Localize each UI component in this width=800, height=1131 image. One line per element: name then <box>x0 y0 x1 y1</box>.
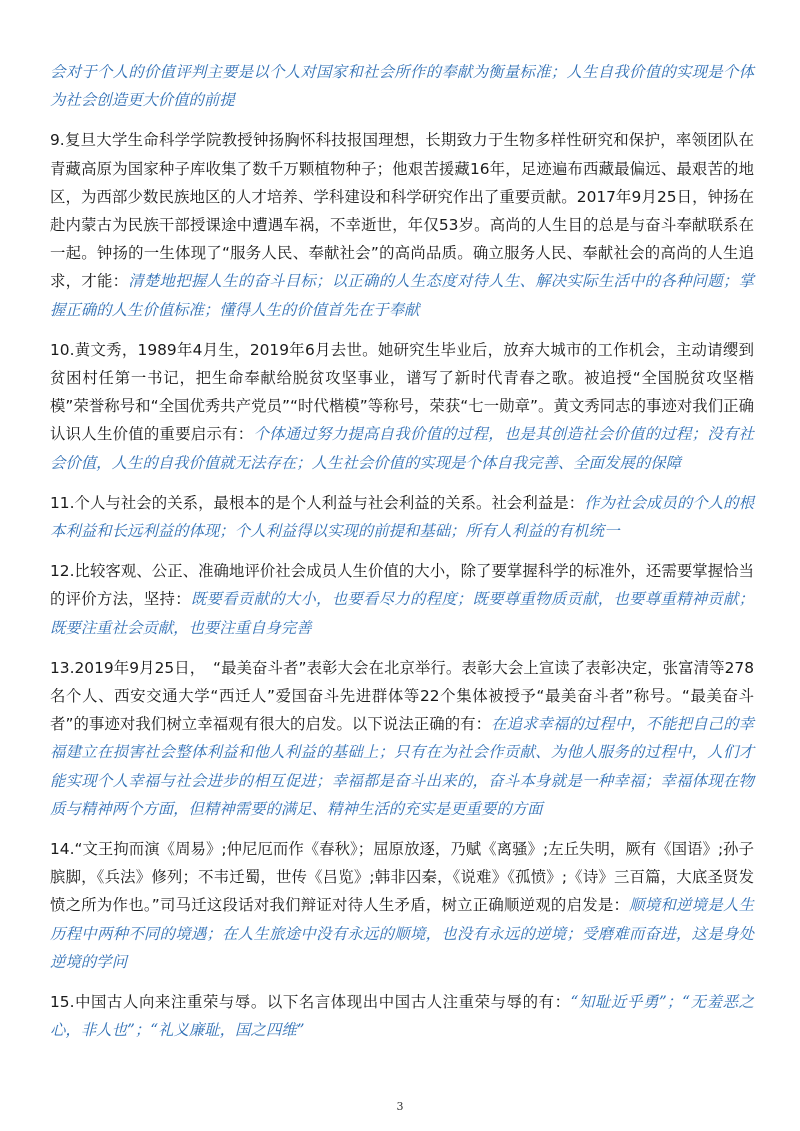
question-stem: “文王拘而演《周易》;仲尼厄而作《春秋》；屈原放逐，乃赋《离骚》;左丘失明，厥有《国语》;孙子膑脚，《兵法》修列；不韦迁蜀，世传《吕览》;韩非囚秦，《说难》《孤愤》;《诗》三百篇，大底圣贤发愤之所为作也。”司马迁这段话对我们辩证对待人生矛盾，树立正确顺逆观的启发是： <box>50 840 754 915</box>
question-stem: 中国古人向来注重荣与辱。以下名言体现出中国古人注重荣与辱的有： <box>74 993 571 1012</box>
question-number: 15. <box>50 993 75 1012</box>
question-15 <box>50 988 754 1044</box>
question-stem: 黄文秀，1989年4月生，2019年6月去世。她研究生毕业后，放弃大城市的工作机会，主动请缨到贫困村任第一书记，把生命奉献给脱贫攻坚事业，谱写了新时代青春之歌。被追授“全国脱贫攻坚楷模”荣誉称号和“全国优秀共产党员”“时代楷模”等称号，荣获“七一勋章”。黄文秀同志的事迹对我们正确认识人生价值的重要启示有： <box>50 340 754 444</box>
question-number: 12. <box>50 562 75 581</box>
question-number: 13. <box>50 658 75 677</box>
answer-text: 人生自我价值的实现是个体为社会创造更大价值的前提 <box>50 63 754 110</box>
question-9 <box>50 126 754 323</box>
answer-text: 既要看贡献的大小，也要看尽力的程度；既要尊重物质贡献，也要尊重精神贡献；既要注重社会贡献，也要注重自身完善 <box>50 590 754 637</box>
question-stem: 2019年9月25日， “最美奋斗者”表彰大会在北京举行。表彰大会上宣读了表彰决定，张富清等278名个人、西安交通大学“西迁人”爱国奋斗先进群体等22个集体被授予“最美奋斗者”称号。“最美奋斗者”的事迹对我们树立幸福观有很大的启发。以下说法正确的有： <box>50 658 754 734</box>
question-13 <box>50 654 754 823</box>
document-page <box>50 58 754 1057</box>
answer-separator: ； <box>550 63 567 81</box>
question-14 <box>50 835 754 976</box>
question-number: 9. <box>50 131 65 150</box>
question-number: 10. <box>50 340 75 359</box>
question-stem: 复旦大学生命科学学院教授钟扬胸怀科技报国理想，长期致力于生物多样性研究和保护，率领团队在青藏高原为国家种子库收集了数千万颗植物种子；他艰苦援藏16年，足迹遍布西藏最偏远、最艰苦的地区，为西部少数民族地区的人才培养、学科建设和科学研究作出了重要贡献。2017年9月25日，钟扬在赴内蒙古为民族干部授课途中遭遇车祸，不幸逝世，年仅53岁。高尚的人生目的总是与奋斗奉献联系在一起。钟扬的一生体现了“服务人民、奉献社会”的高尚品质。确立服务人民、奉献社会的高尚的人生追求，才能： <box>50 131 754 291</box>
answer-text: 顺境和逆境是人生历程中两种不同的境遇；在人生旅途中没有永远的顺境，也没有永远的逆境；受磨难而奋进，这是身处逆境的学问 <box>50 896 754 971</box>
question-11 <box>50 489 754 545</box>
answer-text: 会对于个人的价值评判主要是以个人对国家和社会所作的奉献为衡量标准 <box>50 63 551 81</box>
question-stem: 比较客观、公正、准确地评价社会成员人生价值的大小，除了要掌握科学的标准外，还需要掌握恰当的评价方法，坚持： <box>50 562 754 609</box>
continuation-answer <box>50 58 754 114</box>
page-number: 3 <box>396 1100 404 1113</box>
question-10 <box>50 336 754 477</box>
question-number: 11. <box>50 493 75 512</box>
answer-text: 作为社会成员的个人的根本利益和长远利益的体现；个人利益得以实现的前提和基础；所有人利益的有机统一 <box>50 493 754 541</box>
question-number: 14. <box>50 840 75 859</box>
question-stem: 个人与社会的关系，最根本的是个人利益与社会利益的关系。社会利益是： <box>74 493 585 512</box>
question-12 <box>50 557 754 642</box>
answer-text: 清楚地把握人生的奋斗目标；以正确的人生态度对待人生、解决实际生活中的各种问题；掌握正确的人生价值标准；懂得人生的价值首先在于奉献 <box>50 272 754 319</box>
answer-text: 在追求幸福的过程中，不能把自己的幸福建立在损害社会整体利益和他人利益的基础上；只有在为社会作贡献、为他人服务的过程中，人们才能实现个人幸福与社会进步的相互促进；幸福都是奋斗出来的，奋斗本身就是一种幸福；幸福体现在物质与精神两个方面，但精神需要的满足、精神生活的充实是更重要的方面 <box>50 715 754 818</box>
answer-text: 个体通过努力提高自我价值的过程，也是其创造社会价值的过程；没有社会价值，人生的自我价值就无法存在；人生社会价值的实现是个体自我完善、全面发展的保障 <box>50 425 754 472</box>
answer-text: “知耻近乎勇”；“无羞恶之心，非人也”；“礼义廉耻，国之四维” <box>50 993 754 1040</box>
